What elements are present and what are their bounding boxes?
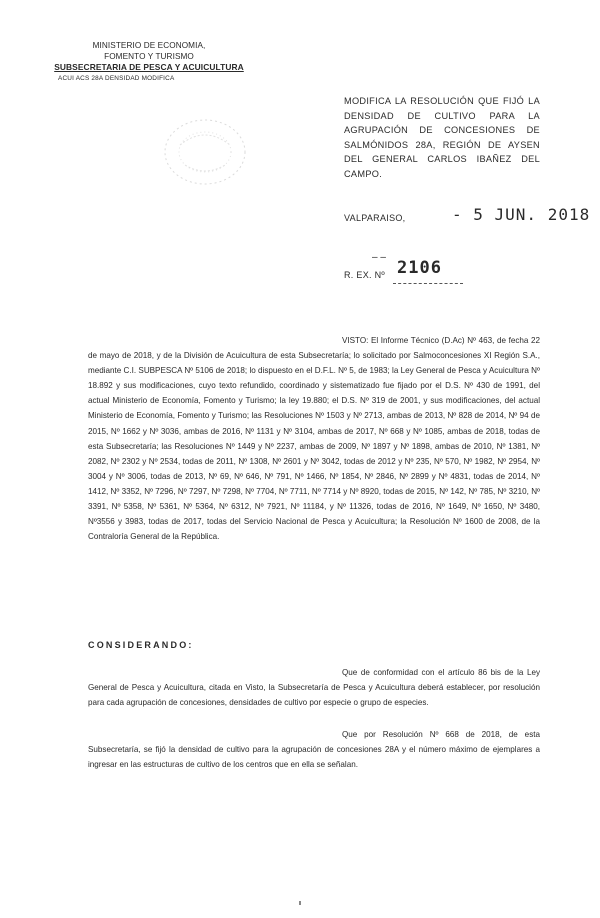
ministry-name: MINISTERIO DE ECONOMIA, xyxy=(92,41,206,50)
considerando-paragraph-2 xyxy=(88,727,540,772)
rex-label: R. EX. Nº xyxy=(344,270,385,280)
date-stamp: - 5 JUN. 2018 xyxy=(452,205,591,224)
page-mark xyxy=(299,901,301,905)
faded-seal-stamp xyxy=(150,105,260,200)
considerando-paragraph-1 xyxy=(88,665,540,710)
para2-text: Que por Resolución Nº 668 de 2018, de esta Subsecretaría, se fijó la densidad de cultivo para la agrupación de concesiones 28A y el número máximo de ejemplares a ingresar en las estructuras de cultivo de los centros que en ella se señalan. xyxy=(88,730,540,770)
subsecretaria-name: SUBSECRETARIA DE PESCA Y ACUICULTURA xyxy=(54,62,244,72)
place-label: VALPARAISO, xyxy=(344,213,406,223)
visto-text: VISTO: El Informe Técnico (D.Ac) Nº 463, de fecha 22 de mayo de 2018, y de la División de Acuicultura de esta Subsecretaría; lo solicitado por Salmoconcesiones XI Región S.A., mediante C.I. SUBPESCA Nº 5106 de 2018; lo dispuesto en el D.F.L. Nº 5, de 1983; la Ley General de Pesca y Acuicultura Nº 18.892 y sus modificaciones, cuyo texto refundido, coordinado y sistematizado fue fijado por el D.S. Nº 430 de 1991, del actual Ministerio de Economía, Fomento y Turismo; la ley 19.880; el D.S. Nº 319 de 2001, y sus modificaciones, del actual Ministerio de Economía, Fomento y Turismo; las Resoluciones Nº 1503 y Nº 2713, ambas de 2013, Nº 828 de 2014, Nº 94 de 2015, Nº 1662 y Nº 3036, ambas de 2016, Nº 1131 y Nº 3104, ambas de 2017, Nº 668 y Nº 1085, ambas de 2018, todas de esta Subsecretaría; las Resoluciones Nº 1449 y Nº 2237, ambas de 2009, Nº 1897 y Nº 1898, ambas de 2010, Nº 1381, Nº 2082, Nº 2302 y Nº 2534, todas de 2011, Nº 1308, Nº 2601 y Nº 3042, todas de 2012 y Nº 235, Nº 570, Nº 1982, Nº 2954, Nº 3004 y Nº 3006, todas de 2013, Nº 69, Nº 646, Nº 791, Nº 1466, Nº 1854, Nº 2846, Nº 2899 y Nº 4831, todas de 2014, Nº 1412, Nº 3352, Nº 7296, Nº 7297, Nº 7298, Nº 7704, Nº 7711, Nº 7714 y Nº 8920, todas de 2015, Nº 142, Nº 785, Nº 3210, Nº 3391, Nº 5358, Nº 5361, Nº 5364, Nº 6312, Nº 7921, Nº 11184, y Nº 11326, todas de 2016, Nº 1649, Nº 1650, Nº 3480, Nº3556 y 3983, todas de 2017, todas del Servicio Nacional de Pesca y Acuicultura; la Resolución Nº 1600 de 2008, de la Contraloría General de la República. xyxy=(88,336,540,542)
rex-underline xyxy=(393,283,463,284)
handwritten-mark: – – xyxy=(372,252,386,263)
para1-text: Que de conformidad con el artículo 86 bis de la Ley General de Pesca y Acuicultura, citada en Visto, la Subsecretaría de Pesca y Acuicultura deberá establecer, por resolución para cada agrupación de concesiones, densidades de cultivo por especie o grupo de especies. xyxy=(88,668,540,708)
ministry-subname: FOMENTO Y TURISMO xyxy=(104,52,194,61)
file-reference: ACUI ACS 28A DENSIDAD MODIFICA xyxy=(58,75,175,82)
rex-number: 2106 xyxy=(397,258,442,278)
visto-paragraph xyxy=(88,333,540,544)
considerando-heading: CONSIDERANDO: xyxy=(88,640,194,650)
ministry-header xyxy=(44,40,254,84)
resolution-title: MODIFICA LA RESOLUCIÓN QUE FIJÓ LA DENSIDAD DE CULTIVO PARA LA AGRUPACIÓN DE CONCESIONES DE SALMÓNIDOS 28A, REGIÓN DE AYSEN DEL GENERAL CARLOS IBAÑEZ DEL CAMPO. xyxy=(344,96,540,179)
